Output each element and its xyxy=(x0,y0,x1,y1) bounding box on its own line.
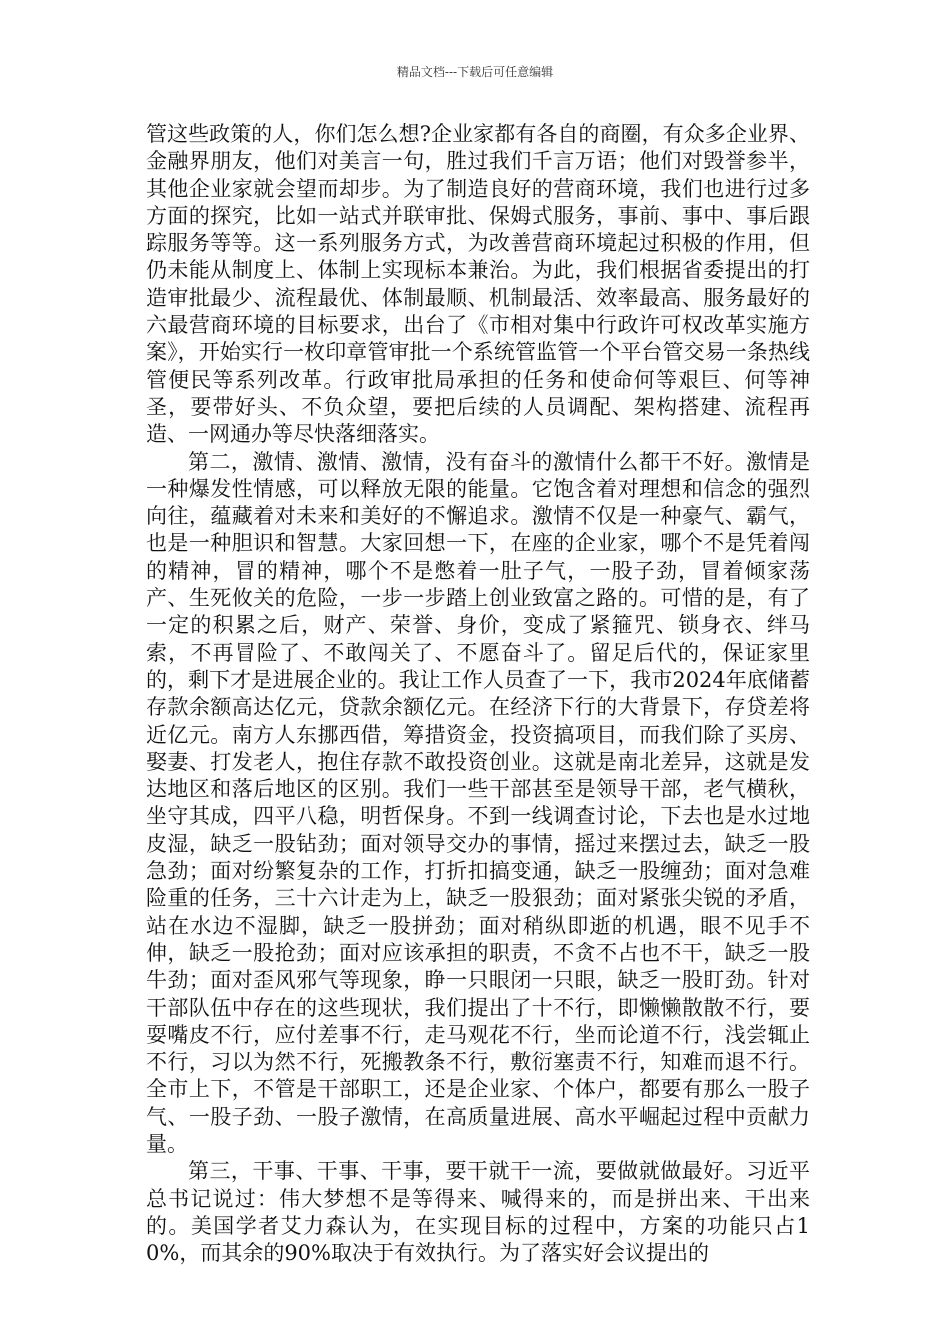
page-header: 精品文档---下载后可任意编辑 xyxy=(396,65,554,79)
paragraph-3: 第三，干事、干事、干事，要干就干一流，要做就做最好。习近平总书记说过：伟大梦想不是等得来、喊得来的，而是拼出来、干出来的。美国学者艾力森认为，在实现目标的过程中，方案的功能只占10%，而其余的90%取决于有效执行。为了落实好会议提出的 xyxy=(146,1159,810,1266)
paragraph-1: 管这些政策的人，你们怎么想?企业家都有各自的商圈，有众多企业界、金融界朋友，他们对美言一句，胜过我们千言万语；他们对毁誉参半，其他企业家就会望而却步。为了制造良好的营商环境，我们也进行过多方面的探究，比如一站式并联审批、保姆式服务，事前、事中、事后跟踪服务等等。这一系列服务方式，为改善营商环境起过积极的作用，但仍未能从制度上、体制上实现标本兼治。为此，我们根据省委提出的打造审批最少、流程最优、体制最顺、机制最活、效率最高、服务最好的六最营商环境的目标要求，出台了《市相对集中行政许可权改革实施方案》，开始实行一枚印章管审批一个系统管监管一个平台管交易一条热线管便民等系列改革。行政审批局承担的任务和使命何等艰巨、何等神圣，要带好头、不负众望，要把后续的人员调配、架构搭建、流程再造、一网通办等尽快落细落实。 xyxy=(146,122,810,447)
document-body xyxy=(146,121,810,1267)
paragraph-2: 第二，激情、激情、激情，没有奋斗的激情什么都干不好。激情是一种爆发性情感，可以释放无限的能量。它饱含着对理想和信念的强烈向往，蕴藏着对未来和美好的不懈追求。激情不仅是一种豪气、霸气，也是一种胆识和智慧。大家回想一下，在座的企业家，哪个不是凭着闯的精神，冒的精神，哪个不是憋着一肚子气，一股子劲，冒着倾家荡产、生死攸关的危险，一步一步踏上创业致富之路的。可惜的是，有了一定的积累之后，财产、荣誉、身价，变成了紧箍咒、锁身衣、绊马索，不再冒险了、不敢闯关了、不愿奋斗了。留足后代的，保证家里的，剩下才是进展企业的。我让工作人员查了一下，我市2024年底储蓄存款余额高达亿元，贷款余额亿元。在经济下行的大背景下，存贷差将近亿元。南方人东挪西借，筹措资金，投资搞项目，而我们除了买房、娶妻、打发老人，抱住存款不敢投资创业。这就是南北差异，这就是发达地区和落后地区的区别。我们一些干部甚至是领导干部，老气横秋，坐守其成，四平八稳，明哲保身。不到一线调查讨论，下去也是水过地皮湿，缺乏一股钻劲；面对领导交办的事情，摇过来摆过去，缺乏一股急劲；面对纷繁复杂的工作，打折扣搞变通，缺乏一股缠劲；面对急难险重的任务，三十六计走为上，缺乏一股狠劲；面对紧张尖锐的矛盾，站在水边不湿脚，缺乏一股拼劲；面对稍纵即逝的机遇，眼不见手不伸，缺乏一股抢劲；面对应该承担的职责，不贪不占也不干，缺乏一股牛劲；面对歪风邪气等现象，睁一只眼闭一只眼，缺乏一股盯劲。针对干部队伍中存在的这些现状，我们提出了十不行，即懒懒散散不行，要耍嘴皮不行，应付差事不行，走马观花不行，坐而论道不行，浅尝辄止不行，习以为然不行，死搬教条不行，敷衍塞责不行，知难而退不行。全市上下，不管是干部职工，还是企业家、个体户，都要有那么一股子气、一股子劲、一股子激情，在高质量进展、高水平崛起过程中贡献力量。 xyxy=(146,449,810,1156)
